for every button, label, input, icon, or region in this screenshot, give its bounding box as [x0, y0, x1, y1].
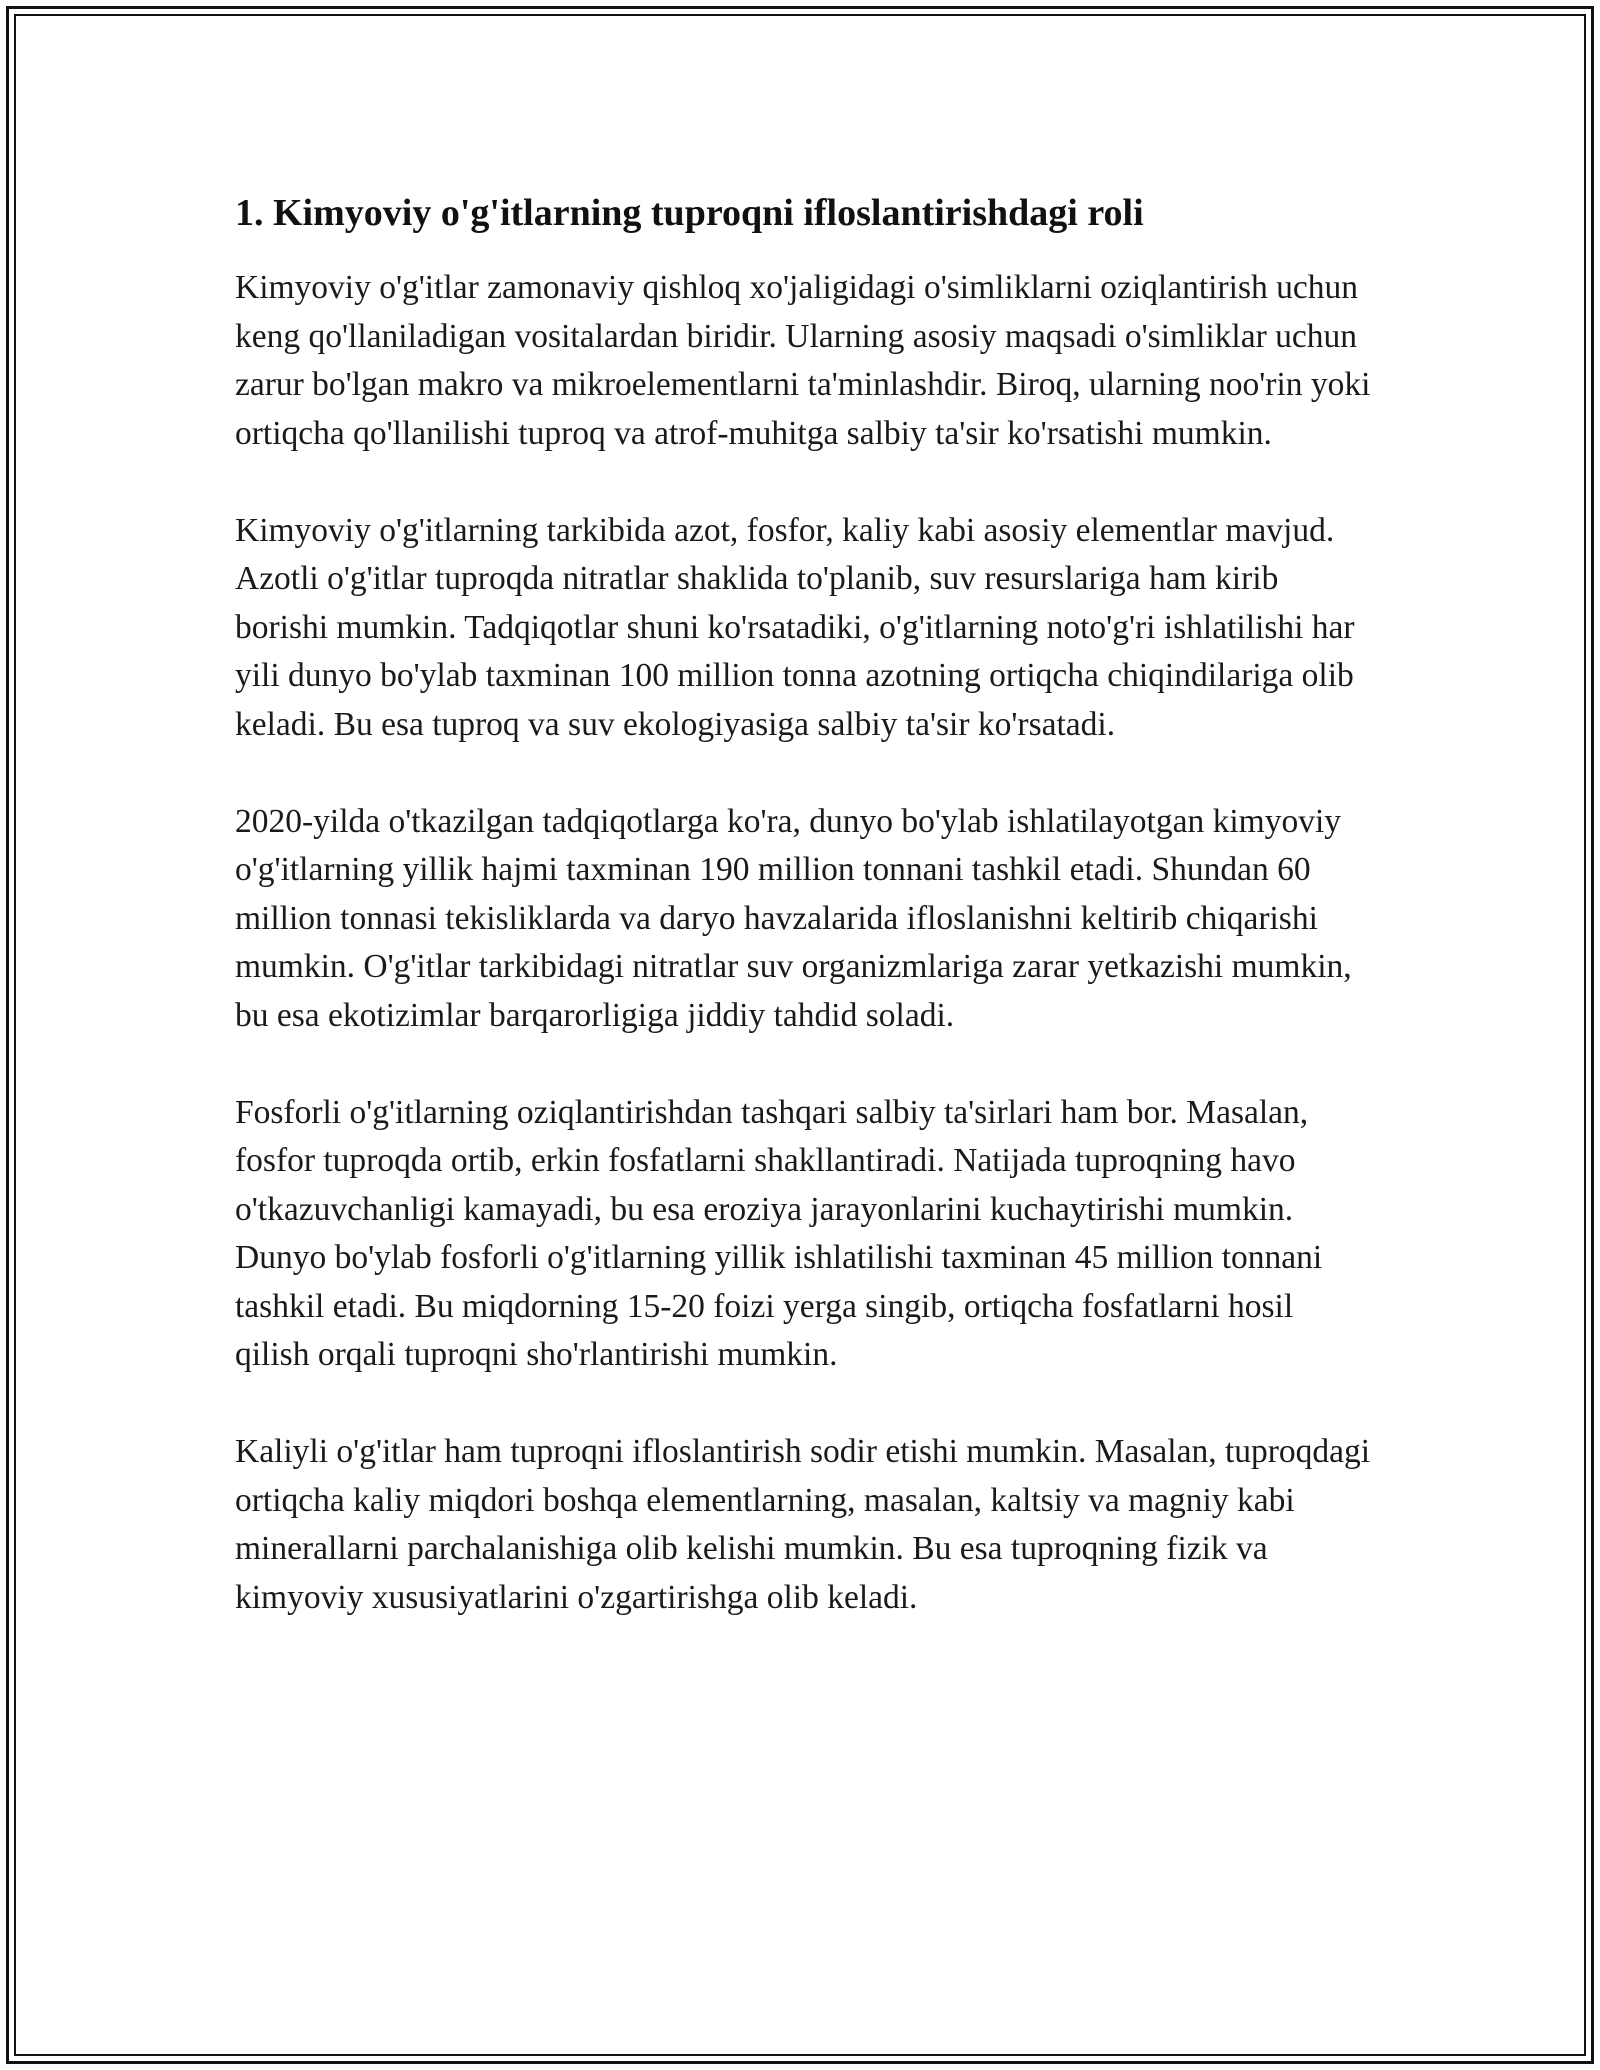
paragraph-nitrogen: Kimyoviy o'g'itlarning tarkibida azot, fosfor, kaliy kabi asosiy elementlar mavjud. Azotli o'g'itlar tuproqda nitratlar shaklida to'planib, suv resurslariga ham kirib borishi mumkin. Tadqiqotlar shuni ko'rsatadiki, o'g'itlarning noto'g'ri ishlatilishi har yili dunyo bo'ylab taxminan 100 million tonna azotning ortiqcha chiqindilariga olib keladi. Bu esa tuproq va suv ekologiyasiga salbiy ta'sir ko'rsatadi.	[235, 511, 1355, 743]
paragraph-phosphorus: Fosforli o'g'itlarning oziqlantirishdan tashqari salbiy ta'sirlari ham bor. Masalan, fosfor tuproqda ortib, erkin fosfatlarni shakllantiradi. Natijada tuproqning havo o'tkazuvchanligi kamayadi, bu esa eroziya jarayonlarini kuchaytirishi mumkin. Dunyo bo'ylab fosforli o'g'itlarning yillik ishlatilishi taxminan 45 million tonnani tashkil etadi. Bu miqdorning 15-20 foizi yerga singib, ortiqcha fosfatlarni hosil qilish orqali tuproqni sho'rlantirishi mumkin.	[235, 1093, 1323, 1373]
paragraph-intro: Kimyoviy o'g'itlar zamonaviy qishloq xo'jaligidagi o'simliklarni oziqlantirish uchun keng qo'llaniladigan vositalardan biridir. Ularning asosiy maqsadi o'simliklar uchun zarur bo'lgan makro va mikroelementlarni ta'minlashdir. Biroq, ularning noo'rin yoki ortiqcha qo'llanilishi tuproq va atrof-muhitga salbiy ta'sir ko'rsatishi mumkin.	[235, 269, 1371, 452]
document-body	[235, 188, 1375, 1622]
paragraph-statistics: 2020-yilda o'tkazilgan tadqiqotlarga ko'ra, dunyo bo'ylab ishlatilayotgan kimyoviy o'g'itlarning yillik hajmi taxminan 190 million tonnani tashkil etadi. Shundan 60 million tonnasi tekisliklarda va daryo havzalarida ifloslanishni keltirib chiqarishi mumkin. O'g'itlar tarkibidagi nitratlar suv organizmlariga zarar yetkazishi mumkin, bu esa ekotizimlar barqarorligiga jiddiy tahdid soladi.	[235, 802, 1352, 1034]
paragraph-potassium: Kaliyli o'g'itlar ham tuproqni ifloslantirish sodir etishi mumkin. Masalan, tuproqdagi ortiqcha kaliy miqdori boshqa elementlarning, masalan, kaltsiy va magniy kabi minerallarni parchalanishiga olib kelishi mumkin. Bu esa tuproqning fizik va kimyoviy xususiyatlarini o'zgartirishga olib keladi.	[235, 1433, 1371, 1616]
section-heading: 1. Kimyoviy o'g'itlarning tuproqni ifloslantirishdagi roli	[235, 192, 1144, 234]
